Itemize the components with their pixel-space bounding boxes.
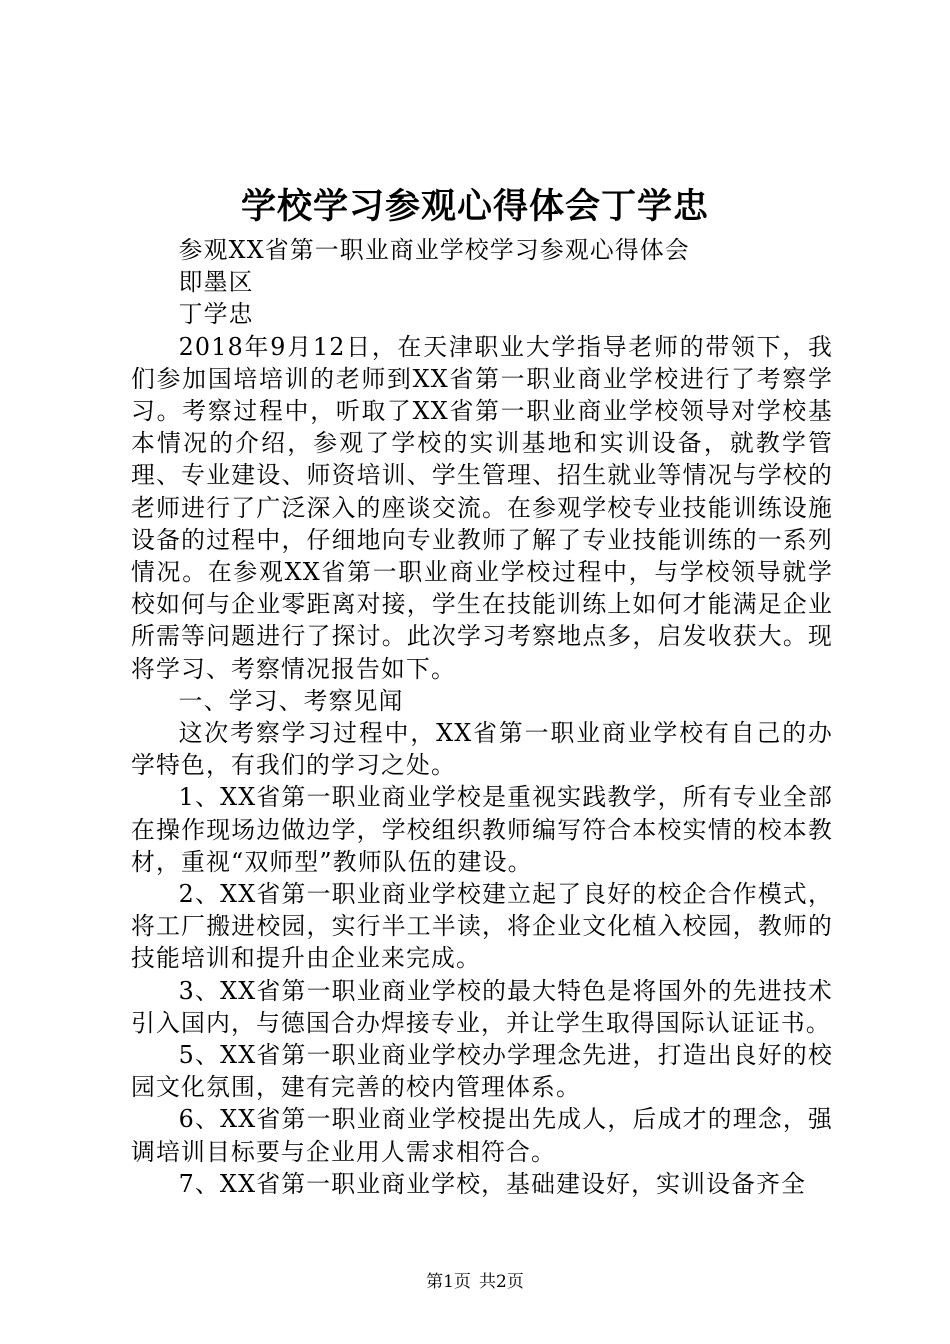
list-item: 7、XX省第一职业商业学校，基础建设好，实训设备齐全 xyxy=(178,1169,807,1198)
list-item: 6、XX省第一职业商业学校提出先成人，后成才的理念，强调培训目标要与企业用人需求相符合。 xyxy=(131,1105,833,1166)
paragraph-subtitle: 参观XX省第一职业商业学校学习参观心得体会 xyxy=(178,236,690,264)
list-item: 1、XX省第一职业商业学校是重视实践教学，所有专业全部在操作现场边做边学，学校组织教师编写符合本校实情的校本教材，重视“双师型”教师队伍的建设。 xyxy=(131,783,833,876)
page-number: 第1页 xyxy=(426,1272,471,1292)
list-item: 2、XX省第一职业商业学校建立起了良好的校企合作模式，将工厂搬进校园，实行半工半读，将企业文化植入校园，教师的技能培训和提升由企业来完成。 xyxy=(131,880,833,973)
list-item: 5、XX省第一职业商业学校办学理念先进，打造出良好的校园文化氛围，建有完善的校内管理体系。 xyxy=(131,1041,833,1102)
paragraph-author: 丁学忠 xyxy=(178,300,254,329)
section-heading: 一、学习、考察见闻 xyxy=(178,686,404,715)
page-total: 共2页 xyxy=(479,1272,524,1292)
list-item: 3、XX省第一职业商业学校的最大特色是将国外的先进技术引入国内，与德国合办焊接专业，并让学生取得国际认证证书。 xyxy=(131,976,833,1037)
paragraph-district: 即墨区 xyxy=(178,268,254,297)
paragraph-intro: 2018年9月12日，在天津职业大学指导老师的带领下，我们参加国培培训的老师到XX省第一职业商业学校进行了考察学习。考察过程中，听取了XX省第一职业商业学校领导对学校基本情况的介绍，参观了学校的实训基地和实训设备，就教学管理、专业建设、师资培训、学生管理、招生就业等情况与学校的老师进行了广泛深入的座谈交流。在参观学校专业技能训练设施设备的过程中，仔细地向专业教师了解了专业技能训练的一系列情况。在参观XX省第一职业商业学校过程中，与学校领导就学校如何与企业零距离对接，学生在技能训练上如何才能满足企业所需等问题进行了探讨。此次学习考察地点多，启发收获大。现将学习、考察情况报告如下。 xyxy=(131,332,833,683)
document-title: 学校学习参观心得体会丁学忠 xyxy=(240,186,709,227)
paragraph: 这次考察学习过程中，XX省第一职业商业学校有自己的办学特色，有我们的学习之处。 xyxy=(131,719,833,780)
page-footer xyxy=(0,1271,950,1293)
document-body xyxy=(131,234,833,1200)
